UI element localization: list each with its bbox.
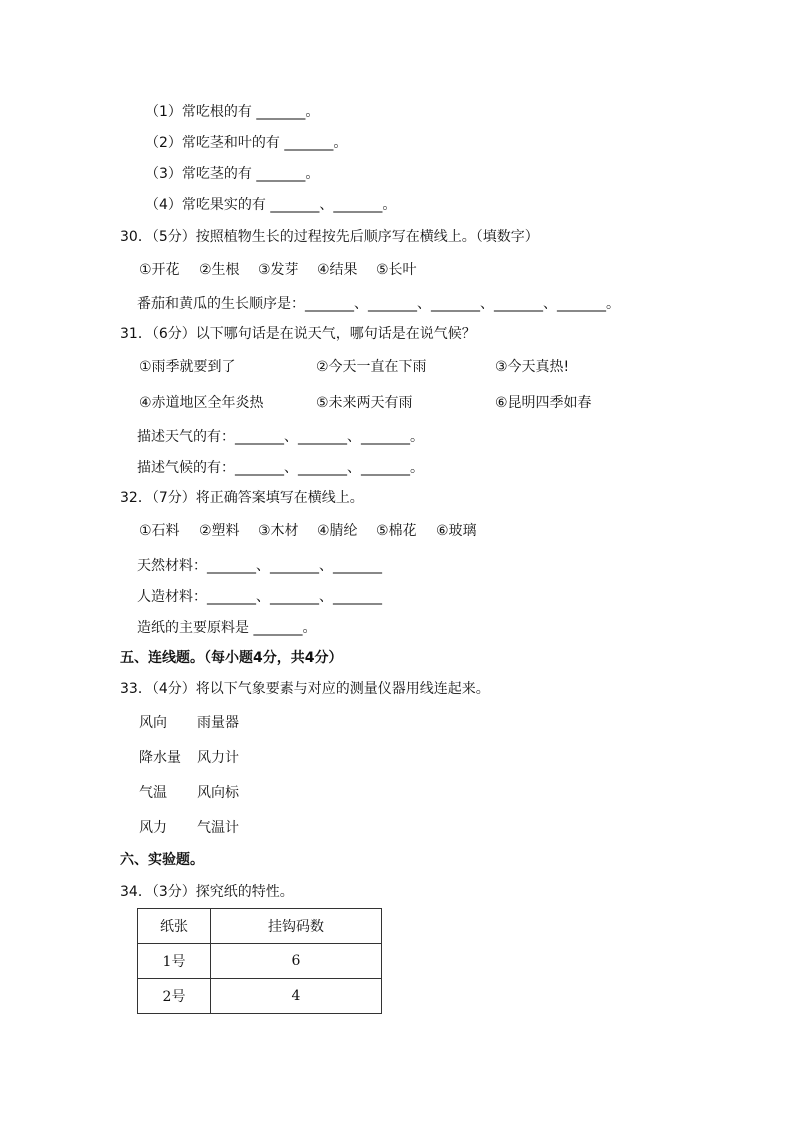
q30-title: 30．（5分）按照植物生长的过程按先后顺序写在横线上。（填数字）: [120, 229, 539, 245]
paper-test-table: [137, 908, 382, 1014]
q31-option-2: ②今天一直在下雨: [316, 359, 427, 375]
q31-climate-line: 描述气候的有：_______、_______、_______。: [137, 460, 424, 476]
q32-artificial-line: 人造材料：_______、_______、_______: [137, 589, 382, 605]
table-row: [138, 944, 382, 979]
table-cell-paper: 2号: [138, 979, 211, 1014]
q32-option-1: ①石料: [139, 523, 180, 539]
q30-answer-line: 番茄和黄瓜的生长顺序是：_______、_______、_______、_______、_______。: [137, 296, 620, 312]
q32-option-3: ③木材: [258, 523, 299, 539]
q33-instrument-4: 气温计: [197, 820, 239, 836]
q32-title: 32．（7分）将正确答案填写在横线上。: [120, 490, 364, 506]
q31-title: 31．（6分）以下哪句话是在说天气，哪句话是在说气候？: [120, 326, 476, 342]
q29-line-2: （2）常吃茎和叶的有 _______。: [145, 135, 348, 151]
q33-instrument-1: 雨量器: [197, 715, 239, 731]
table-header-row: [138, 909, 382, 944]
q30-option-3: ③发芽: [258, 262, 299, 278]
table-cell-paper: 1号: [138, 944, 211, 979]
q31-option-5: ⑤未来两天有雨: [316, 395, 413, 411]
q29-line-1: （1）常吃根的有 _______。: [145, 104, 320, 120]
q32-option-4: ④腈纶: [317, 523, 358, 539]
table-cell-hooks: 6: [211, 944, 382, 979]
q32-option-6: ⑥玻璃: [436, 523, 477, 539]
q33-element-2: 降水量: [139, 750, 181, 766]
table-cell-hooks: 4: [211, 979, 382, 1014]
q33-element-4: 风力: [139, 820, 167, 836]
table-row: [138, 979, 382, 1014]
section5-heading: 五、连线题。（每小题4分，共4分）: [120, 650, 343, 666]
q33-element-3: 气温: [139, 785, 167, 801]
q32-option-5: ⑤棉花: [376, 523, 417, 539]
q33-title: 33．（4分）将以下气象要素与对应的测量仪器用线连起来。: [120, 681, 490, 697]
q29-line-4: （4）常吃果实的有 _______、_______。: [145, 197, 397, 213]
q32-option-2: ②塑料: [199, 523, 240, 539]
q34-title: 34．（3分）探究纸的特性。: [120, 884, 294, 900]
q30-option-1: ①开花: [139, 262, 180, 278]
q32-natural-line: 天然材料：_______、_______、_______: [137, 558, 382, 574]
q33-instrument-3: 风向标: [197, 785, 239, 801]
q31-weather-line: 描述天气的有：_______、_______、_______。: [137, 429, 424, 445]
q33-element-1: 风向: [139, 715, 167, 731]
section6-heading: 六、实验题。: [120, 852, 204, 868]
q30-option-5: ⑤长叶: [376, 262, 417, 278]
q31-option-1: ①雨季就要到了: [139, 359, 236, 375]
q32-paper-line: 造纸的主要原料是 _______。: [137, 620, 317, 636]
table-header-hooks: 挂钩码数: [211, 909, 382, 944]
q30-option-2: ②生根: [199, 262, 240, 278]
table-header-paper: 纸张: [138, 909, 211, 944]
q33-instrument-2: 风力计: [197, 750, 239, 766]
q31-option-4: ④赤道地区全年炎热: [139, 395, 264, 411]
q30-option-4: ④结果: [317, 262, 358, 278]
q31-option-3: ③今天真热!: [495, 359, 570, 375]
q31-option-6: ⑥昆明四季如春: [495, 395, 592, 411]
q29-line-3: （3）常吃茎的有 _______。: [145, 166, 320, 182]
